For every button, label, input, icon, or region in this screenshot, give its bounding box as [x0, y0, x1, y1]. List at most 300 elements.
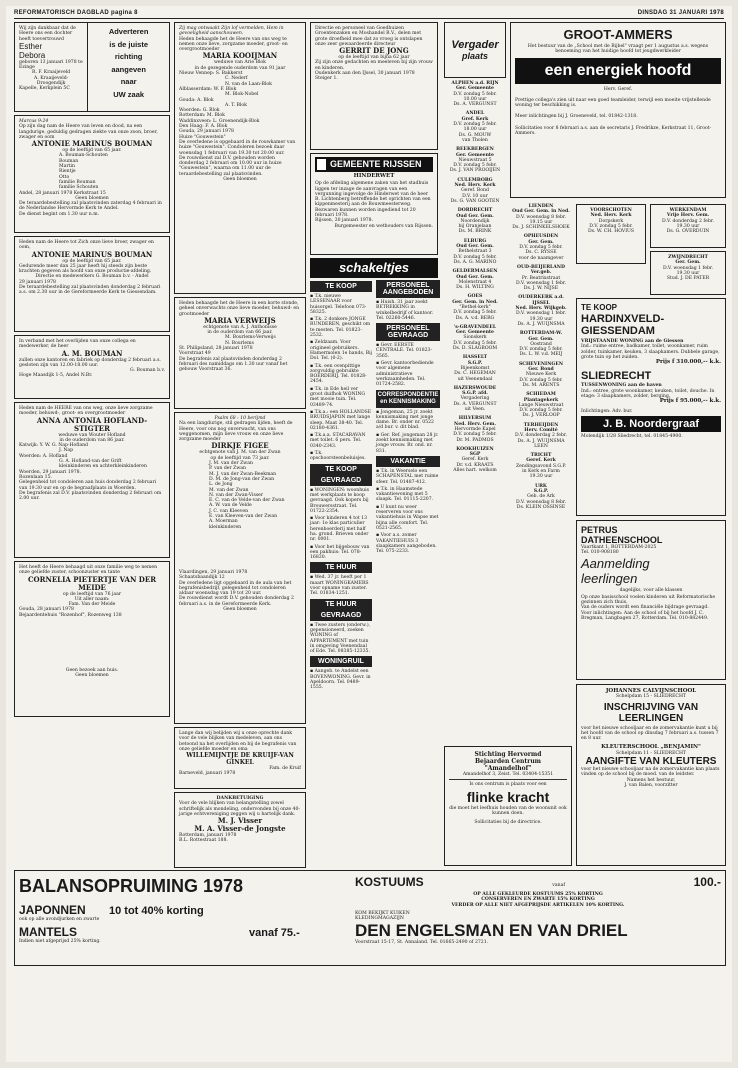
church-detail: bij Oranjelaan — [458, 224, 492, 230]
sale-offer: CONSERVEREN EN ZWARTE 15% KORTING — [481, 897, 595, 903]
estate-agent: J. B. Noordergraaf — [581, 416, 721, 432]
slogan-line: naar — [120, 77, 137, 86]
church-detail: Ds. G. MOUW — [458, 132, 492, 138]
church-town: KOOKHUIZEN — [456, 446, 494, 452]
church-detail: D.V. zondag 5 febr. — [453, 340, 497, 346]
family-member: Alblasserdam: W. F. Blok — [179, 86, 237, 92]
church-service — [510, 234, 572, 260]
church-detail: Ds. A. G. MARINO — [453, 259, 497, 265]
family-member: N. Bourlems — [225, 340, 254, 346]
church-time: 19.30 uur — [676, 223, 700, 229]
gemeente-text: Op de afdeling algemene zaken van het stadhuis liggen ter inzage de aanvragen van een vergunning ingevolge de Hinderwet van de heer B. Lichtenberg betreffende het oprichten van een kippenmesterij aan de Bouwmeesterweg. Bezwaren kunnen worden ingediend tot 20 februari 1978. — [315, 181, 431, 219]
school-phone: Tel. 010-908180 — [581, 550, 619, 556]
school-name: PETRUS — [581, 525, 618, 535]
sale-item-kostuums: KOSTUUMS — [355, 875, 424, 889]
church-name: VOORSCHOTEN — [590, 208, 632, 213]
church-service — [444, 386, 506, 412]
church-service — [444, 355, 506, 381]
deceased-spouse: weduwe van Wouter Hofland — [58, 432, 126, 438]
deceased-age: in de gezegende ouderdom van 91 jaar — [194, 65, 286, 71]
church-denomination: Ger. Gemeente — [456, 330, 494, 336]
classified-ad: ▪ Jongeman, 25 jr. zoekt kennismaking met jonge dame. Br. onder nr. 0522 a/d bur. v. dit blad. — [376, 409, 434, 431]
church-service — [444, 294, 506, 320]
birth-name-2: Debora — [19, 50, 46, 60]
advertise-slogan — [88, 23, 169, 111]
classified-ad: ▪ Gevr. EERSTE CENTRALE. Tel. 01823-3565. — [376, 343, 433, 359]
church-date: Noordendijk — [460, 218, 490, 224]
notice-sign: G. Bouman b.v. — [130, 368, 165, 374]
classified-ad: ▪ T.k.a.a. STACARAVAN met toilet. 6 pers. Tel. 0340-2343. — [310, 433, 366, 449]
church-extra-werkendam — [650, 204, 726, 298]
church-detail: Ds. A. VERGUNST — [453, 401, 497, 407]
deceased-age: op de leeftijd van bijna 62 jaar — [338, 55, 410, 61]
classified-ad: ▪ Aangeb. te Andelst een BOVENWONING. Gevr. in Apeldoorn. Tel. 0489-1555. — [310, 669, 371, 691]
birth-intro: Wij zijn dankbaar dat de Heere ons een dochter heeft toevertrouwd — [19, 26, 76, 42]
church-town: CULEMBORG — [457, 177, 493, 183]
store-name: DEN ENGELSMAN EN VAN DRIEL — [355, 921, 628, 941]
obituary-text: De teraardebestelling zal plaatsvinden zaterdag 4 februari in de Nederlandse Hervormde Kerk te Andel. — [19, 201, 162, 212]
church-service — [510, 295, 572, 327]
classified-ad: ▪ Voor a.s. zomer VAKANTIEHUIS 3 slaapkamers aangeboden. Tel. 075-2233. — [376, 533, 437, 555]
church-detail: voor de naamgever — [518, 255, 564, 261]
church-date: Geref. Bond — [461, 188, 489, 194]
church-date: D.V. woensdag 8 febr. — [515, 214, 567, 220]
church-werkendam — [650, 204, 726, 248]
deceased-age: op de leeftijd van 73 jaar. — [210, 455, 270, 461]
obituary-verweijs — [174, 297, 306, 409]
church-denomination: Gref. Kerk — [461, 116, 489, 122]
church-denomination: Oud Ger. Gem. — [456, 244, 494, 250]
obituary-text: De rouwdienst zal D.V. gehouden worden donderdag 2 februari om 10.00 uur in huize "Gouwestein", waarna om 11.00 uur de teraardebestelling zal plaatsvinden. — [179, 155, 282, 177]
vacancy-apply: Sollicitaties voor 8 februari a.s. aan de secretaris J. Fredrikze, Kerkstraat 11, Groot-Ammers. — [515, 125, 712, 137]
church-denomination: Ver.geb. — [530, 270, 552, 276]
church-date: Geref. Kerk — [461, 457, 489, 463]
family-member: Martin — [59, 164, 75, 170]
estate-label: TE KOOP — [581, 303, 618, 312]
thanks-name: M. A. Visser-de Jongste — [194, 824, 286, 834]
church-town: OUD-BEIJERLAND — [517, 264, 565, 270]
estate-price: Prijs f 95.000,-- k.k. — [659, 398, 721, 405]
obituary-intro: Op zijn dag nam de Heere van leven en dood, na een langdurige, geduldig gedragen ziekte van onze zoon, broer, zwager en oom — [19, 124, 158, 140]
church-service — [510, 484, 572, 510]
family-member: A. T. Blok — [225, 102, 247, 108]
obituary-verse: Psalm 68 : 10 berijmd — [214, 416, 266, 421]
estate-sub: TUSSENWONING aan de haven — [581, 383, 662, 389]
church-denomination: Ger. Gem. — [528, 239, 554, 245]
birth-place: Kapelle, Kerkplein 5C — [19, 86, 70, 92]
obituary-street: Voorstraat 49 — [179, 351, 211, 357]
church-date: "Bethel-kerk" — [459, 304, 491, 310]
classified-ad: ▪ Voor het bijgebouw van een pakhuis: Tel. 078-16830. — [310, 544, 370, 561]
thanks-sign: Fam. de Kruif — [269, 766, 301, 772]
family-member: Bouman — [59, 158, 79, 164]
church-date: D.V. zondag 5 febr. — [453, 91, 497, 97]
church-town: ANDEL — [465, 111, 485, 117]
classified-ad: ▪ WONINGEN: woonhuis met werkplaats te koop gevraagd. Ook kopers bij Brouwersstraat. Tel. 01722-2354. — [310, 487, 369, 514]
church-detail: 19.30 uur — [529, 316, 553, 322]
obituary-kooijman — [174, 22, 306, 294]
church-town: URK — [535, 483, 547, 489]
family-member: D. M. de Jong-van der Zwan — [209, 476, 275, 482]
family-member: familie Bouman — [59, 179, 96, 185]
classified-ad: ▪ T.k. in Haamstede vakantiewoning met 5 slaapk. Tel. 01115-2207. — [376, 486, 434, 503]
obituary-bouman-2 — [14, 236, 170, 332]
sale-invite: KLEDINGMAGAZIJN — [355, 916, 404, 922]
deceased-name: CORNELIA PIETERTJE VAN DER MEIDE — [27, 574, 157, 592]
church-denomination: Ger. Gemeente — [456, 152, 494, 158]
church-town: TRICHT — [530, 453, 552, 459]
classified-ad: ▪ U kunt nu weer reserveren voor ons vakantiehuis in Wapse met bijna alle comfort. Tel. 0521-2565. — [376, 504, 439, 531]
classified-ad: ▪ T.k. in Weerselo een SCHAPENSTAL met ruime sfeer. Tel. 01487-412. — [376, 468, 439, 485]
family-member: J. Nap — [59, 448, 74, 454]
church-detail: Ds. A. J. WUIJNSMA — [517, 438, 565, 444]
gemeente-place: Rijssen, 30 januari 1978. — [315, 218, 374, 224]
church-detail: Ds. C. HEGEMAN — [454, 371, 496, 377]
obituary-sign: Directie en medewerkers G. Bouman b.v. - Andel — [35, 274, 149, 280]
section-te-koop: TE KOOP — [310, 281, 372, 292]
church-denomination: Ger. Bond — [528, 367, 554, 373]
school-sign: Namens het bestuur, — [626, 777, 676, 783]
church-date: Molenstraat 4 — [458, 279, 492, 285]
family-member: E. C. van de Velde-van der Zwan — [209, 498, 285, 504]
church-preacher: Ds. W. CH. HOVIUS — [587, 229, 635, 235]
family-member: Rientje — [59, 169, 76, 175]
church-detail: Ds. A. VERGUNST — [453, 102, 497, 108]
stichting-headline: flinke kracht — [466, 788, 550, 805]
church-sub: Ned. Herv. Kerk — [590, 213, 632, 219]
church-denomination: Ned. Herv. Kerk — [454, 183, 496, 189]
church-town: BEEKBERGEN — [456, 147, 494, 153]
church-denomination: S.G.P. — [467, 360, 483, 366]
church-denomination: Ned. Herv. Gem. — [454, 421, 496, 427]
birth-date: geboren 13 januari 1978 te Ezinge — [19, 59, 83, 71]
deceased-name: A. M. BOUMAN — [61, 348, 123, 358]
family-member: G. A. Hofland-van der Grift — [59, 459, 122, 465]
birth-announcement — [14, 22, 170, 112]
church-denomination: S.G.P. — [533, 488, 549, 494]
section-correspondentie: CORRESPONDENTIE en KENNISMAKING — [376, 390, 440, 408]
sale-price-prefix: vanaf — [552, 883, 566, 888]
family-member: A. Moerman — [209, 519, 238, 525]
obituary-intro: Heden behaagde het de Heere van ons weg te nemen onze lieve, zorgzame moeder, groot- en overgrootmoeder — [179, 36, 288, 53]
groot-ammers-vacancy — [510, 22, 726, 198]
family-member: familie Schouten — [59, 185, 99, 191]
obituary-intro: Heden nam de HEERE van ons weg, onze lieve zorgzame moeder, behuwd-, groot- en overgrootmoeder — [19, 406, 153, 417]
church-service — [510, 423, 572, 449]
section-vakantie: VAKANTIE — [376, 456, 440, 467]
family-member: Woerden: G. Blok — [179, 108, 220, 114]
sale-item-mantels: MANTELS — [19, 925, 77, 940]
church-town: DORDRECHT — [457, 208, 493, 214]
obituary-text: De rouwdienst wordt D.V. gehouden donderdag 2 februari a.s. in de Gereformeerde Kerk. — [179, 596, 294, 607]
church-detail: D.V. zondag 5 febr. — [453, 310, 497, 316]
obituary-sign: Fam. Van der Meide — [68, 602, 116, 608]
church-detail: Ds. KLEIN OSSINSE — [516, 504, 566, 510]
church-name: WERKENDAM — [669, 208, 707, 213]
church-date: D.V. donderdag 2 febr. — [662, 218, 714, 224]
thanks-place: Rotterdam, januari 1978 — [179, 833, 237, 839]
stichting-text: die moet het leefhuis houden van de woonunit ook kunnen doen. — [449, 805, 567, 816]
slogan-line: Adverteren — [108, 27, 149, 36]
church-town: 's-GRAVENDEEL — [453, 324, 497, 330]
school-headline: Aanmelding — [581, 555, 650, 571]
church-date: Bethelstraat 3 — [458, 249, 492, 255]
church-date: D.V. donderdag 2 febr. — [515, 433, 567, 439]
petrus-datheen-school — [576, 520, 726, 680]
school-sign: J. van Balen, voorzitter — [624, 782, 678, 788]
school-address: Schelpdam 15 - SLIEDRECHT — [615, 694, 687, 700]
slogan-line: richting — [114, 52, 143, 61]
church-town: LIENDEN — [528, 204, 554, 209]
obituary-verse: Zij mag ontwaakt Zijn lof vermelden, Hem in gevoeligheid aanschouwen. — [179, 26, 284, 37]
church-detail: in Kerk en Farm — [522, 469, 560, 475]
church-town: OPHEUSDEN — [523, 234, 559, 240]
church-date: Geb. de Ark — [527, 494, 555, 500]
vacancy-text: Prettige collega's zien uit naar een goed teamleider, terwijl een moeite vrijstellende woning ter beschikking is. — [515, 97, 711, 109]
obituary-flowers: Geen bloemen — [75, 673, 109, 679]
obituary-street: Schaatsbaandijk 12 — [179, 575, 225, 581]
deceased-spouse: weduwe van Arie Blok — [214, 60, 266, 66]
family-member: A. Bouman-Schouten — [59, 153, 108, 159]
deceased-name: ANTONIE MARINUS BOUMAN — [31, 139, 153, 149]
classified-ad: ▪ T.k. in Ede heil ver groot duifhok WONING met mooie tuin. Tel. 03489-74. — [310, 386, 366, 408]
obituary-intro: Het heeft de Heere behaagd uit onze familie weg te nemen onze geliefde zuster, schoonzuster en tante — [19, 565, 158, 576]
church-detail: D.V. zondag 5 febr. — [453, 254, 497, 260]
church-town: HAZERSWOUDE — [453, 385, 497, 391]
deceased-age: in de ouderdom van 86 jaar. — [59, 437, 125, 443]
church-service — [510, 204, 572, 230]
notice-text: zullen onze kantoren en fabriek op donderdag 2 februari a.s. gesloten zijn van 12.00-18.00 uur. — [19, 357, 161, 368]
church-service — [444, 416, 506, 442]
sale-price: 100.- — [693, 875, 721, 889]
church-detail: Ds. M. ARENTS — [522, 382, 560, 388]
church-service — [510, 392, 572, 418]
church-service — [444, 147, 506, 173]
school-headline: leerlingen — [581, 570, 638, 586]
obituary-flowers: Geen bloemen — [223, 177, 257, 183]
deceased-spouse: echtgenote van J. M. van der Zwan — [199, 450, 281, 456]
obituary-van-der-meide — [14, 561, 170, 717]
church-detail: Ds. G. VAN GOOTEN — [450, 198, 500, 204]
church-detail: Dr. v.d. KRAATS — [456, 462, 494, 468]
family-member: J. C. van Kleeven — [209, 508, 249, 514]
school-info: Voor inlichtingen: Aan de school of bij het hoofd J. C. Bregman, Langbagen 27, Rotterdam. Tel. 010-882449. — [581, 610, 709, 622]
deceased-age: in de ouderdom van 66 jaar. — [207, 330, 273, 336]
sale-offer: VERDER OP ALLE NIET AFGEPRIJSDE ARTIKELEN 10% KORTING. — [451, 902, 625, 908]
church-date: Bijeenkomst — [460, 365, 490, 371]
church-service — [444, 178, 506, 204]
vacancy-town: GROOT-AMMERS — [563, 27, 673, 42]
estate-desc: Ind.: entree, grote woonkamer, keuken, toilet, douche. In etage: 3 slaapkamers, zolder, berging. — [581, 388, 715, 400]
church-town: GOES — [467, 294, 483, 300]
obituary-intro: Na een langdurige, stil gedragen lijden, heeft de Heere, voor ons nog onverwacht, van ons weggenomen, mijn lieve vrouw en onze lieve zorgzame moeder — [179, 421, 293, 443]
vacancy-headline: een energiek hoofd — [515, 58, 721, 84]
church-denomination: Oud Ger. Gem. — [456, 274, 494, 280]
church-services-list-2 — [510, 204, 572, 510]
column-1 — [14, 22, 170, 720]
church-town: SCHEVENINGEN — [518, 361, 564, 367]
church-service — [510, 453, 572, 479]
obituary-text: De overledene is opgebaard in de rouwkamer van huize "Gouwestein". Condoleren bezoek daar woensdag 1 februari van 19.30 tot 20.00 uur. — [179, 139, 296, 156]
classified-ad: ▪ T.k. opschoorsteenbeluisjes. — [310, 451, 366, 462]
deceased-name: ANNA ANTONIA HOFLAND-STIGTER — [36, 415, 148, 433]
family-member: P. van der Zwan — [209, 466, 246, 472]
church-name: ZWIJNDRECHT — [668, 255, 708, 260]
church-denomination: Oud Ger. Gem. in Ned. — [512, 209, 570, 215]
church-detail: D.V. 10 uur — [462, 193, 488, 199]
church-date: D.V. woensdag 1 febr. — [515, 311, 567, 317]
church-detail: Ds. A. v.d. BERG — [455, 315, 495, 321]
birth-parent: R. F. Kraaijeveld — [32, 70, 71, 76]
church-date: Vergadering — [460, 396, 490, 402]
family-member: Gouda: A. Blok — [179, 97, 214, 103]
notice-intro: In verband met het overlijden van onze collega en medewerker, de heer — [19, 339, 136, 350]
kleuterschool-headline: AANGIFTE VAN KLEUTERS — [585, 756, 717, 768]
church-detail: Ds. J. VERLOOP — [522, 413, 560, 419]
church-detail: D.V. zondag 5 febr. — [519, 377, 563, 383]
thanks-street: B.L. Rottestraat 188. — [179, 838, 228, 844]
church-service — [444, 81, 506, 107]
deceased-spouse: echtgenote van A. J. Anthonisse — [203, 324, 277, 330]
church-town: ALPHEN a.d. RIJN — [451, 81, 499, 86]
family-member: Den Haag: F. A. Blok — [179, 124, 228, 130]
church-denomination: Ger. Gem. in Ned. — [452, 299, 498, 305]
church-denomination: Geref. Kerk — [526, 458, 556, 464]
classified-ad: ▪ Ger. Ref. jongeman 28 jr. zoekt kennismaking met jonge vrouw. Br. ond. nr. 831. — [376, 432, 439, 454]
obituary-place: Gouda, 28 januari 1978 — [19, 607, 74, 613]
obituary-intro: Heden nam de Heere tot Zich onze lieve broer, zwager en oom, — [19, 240, 154, 251]
vacancy-sub: Herv. Geref. — [603, 86, 633, 92]
section-personeel-aangeboden: PERSONEEL AANGEBODEN — [376, 280, 440, 298]
estate-info: Inlichtingen: Adv. bur. — [581, 408, 633, 414]
church-date: Dorpskerk — [598, 218, 624, 224]
church-date: Sionskerk — [463, 335, 487, 341]
church-date: D.V. zondag 5 febr. — [519, 245, 563, 251]
gemeente-name: GEMEENTE RIJSSEN — [330, 158, 422, 169]
deceased-name: MARIA KOOIJMAN — [202, 51, 278, 61]
family-member: Katwijk: Y. W. G. Nap-Hofland — [19, 443, 88, 449]
column-2 — [174, 22, 306, 871]
sale-title: BALANSOPRUIMING 1978 — [19, 876, 244, 896]
church-detail: Ds. D. SLAGBOOM — [452, 346, 498, 352]
obituary-flowers: Geen bloemen — [223, 607, 257, 613]
vacancy-intro: Het bestuur van de „School met de Bijbel" vraagt per 1 augustus a.s. wegens benoeming van het huidige hoofd tot jeugdwerkleider — [527, 44, 709, 55]
thanks-place: Barneveld, januari 1978 — [179, 771, 236, 777]
sale-price: vanaf 75.- — [249, 927, 300, 940]
sale-item-note: Indien niet afgeprijsd 25% korting. — [19, 939, 101, 945]
estate-town: HARDINXVELD-GIESSENDAM — [581, 313, 665, 337]
obituary-text: De begrafenis zal D.V. plaatsvinden donderdag 2 februari om 2.00 uur. — [19, 490, 162, 502]
obituary-flowers: Geen bloemen — [75, 195, 109, 201]
church-detail: Ds. H. WILTING — [456, 285, 494, 291]
church-detail: uit Veen. — [464, 407, 486, 413]
deceased-age: op de leeftijd van 65 jaar. — [62, 148, 122, 154]
estate-price: Prijs f 310.000,-- k.k. — [655, 359, 721, 366]
family-member: M. van der Zwan — [209, 487, 249, 493]
obituary-sign: Uit aller naam: — [74, 596, 110, 602]
estate-sub: VRIJSTAANDE WONING aan de Giessen — [581, 339, 684, 344]
school-text: Op onze basisschool voelen kinderen uit Reformatorische gezinnen zich thuis. — [581, 594, 716, 606]
family-member: Nieuw Vennep: S. Bakkerst — [179, 71, 243, 77]
family-member: N. van der Zwan-Visser — [209, 492, 264, 498]
family-member: M. Blok-Nobel — [225, 92, 259, 98]
church-denomination: Ger. Gemeente — [456, 86, 494, 92]
church-detail: D.V. zondag 5 febr. — [519, 347, 563, 353]
section-woningruil: WONINGRUIL — [310, 656, 372, 667]
thanks-name: M. J. Visser — [217, 816, 263, 826]
church-time: 19.30 uur — [676, 270, 700, 276]
church-preacher: Ds. G. OVERDUIN — [666, 229, 710, 235]
church-date: D.V. woensdag 1 febr. — [662, 265, 714, 271]
sale-item-japonnen: JAPONNEN — [19, 903, 86, 917]
church-date: Lange Nieuwstraat — [518, 402, 564, 408]
newspaper-page — [6, 6, 732, 1062]
stichting-apply: Sollicitaties bij de directrice. — [474, 820, 542, 826]
slogan-line: is de juiste — [109, 39, 148, 49]
deceased-name: WILLEMIJNTJE DE KRUIJF-VAN GINKEL — [186, 752, 294, 767]
classifieds-left — [310, 281, 372, 691]
church-detail: Ds. J. SCHINKELSHOEK — [512, 225, 570, 231]
church-denomination: S.G.P. afd. — [462, 391, 488, 397]
church-extra-voorschoten — [576, 204, 646, 267]
church-date: D.V. zondag 5 febr. — [453, 122, 497, 128]
sale-invite: KOM BEKIJKT KUIKEN — [355, 910, 410, 916]
deceased-age: op de leeftijd van 65 jaar. — [62, 258, 122, 264]
church-detail: Ds. M. BRINK — [458, 229, 492, 235]
thanks-title: DANKBETUIGING — [216, 796, 264, 801]
family-member: M. J. van der Zwan-Beekman — [209, 471, 277, 477]
vacancy-info: Meer inlichtingen bij J. Groeneveld, tel. 01842-1318. — [515, 114, 638, 120]
church-detail: 19.30 uur — [529, 474, 553, 480]
church-date: Hervormde Kapel — [454, 426, 496, 432]
church-town: GELDERMALSEN — [452, 269, 498, 275]
calvijn-school — [576, 684, 726, 866]
church-town: SCHIEDAM — [526, 392, 556, 398]
notice-place: Hoge Maasdijk 1-5, Andel N.Br. — [19, 373, 93, 379]
plaats-word: plaats — [461, 51, 488, 61]
church-date: Nieuwstraat 5 — [458, 157, 492, 163]
classified-ad: ▪ Twee zusters (onderw.), gepensioneerd, zoeken WONING of APPARTEMENT met tuin in omgeving Veenendaal of Ede. Tel. 08385-12335. — [310, 622, 371, 655]
obituary-flowers: Geen bezoek aan huis. — [65, 668, 119, 674]
church-service — [510, 331, 572, 357]
header-left: REFORMATORISCH DAGBLAD pagina 8 — [14, 10, 138, 16]
church-date: Nieuwe Kerk — [525, 372, 557, 378]
gemeente-rijssen-notice — [310, 153, 438, 255]
family-member: N. van de Laan-Blok — [225, 81, 272, 87]
church-service — [444, 208, 506, 234]
vergader-word: Vergader — [451, 39, 499, 51]
real-estate-ad — [576, 298, 726, 516]
church-service — [444, 239, 506, 265]
obituary-place: Andel, 28 januari 1978 Kerkstraat 15 — [19, 190, 106, 196]
town-crest-icon — [317, 159, 326, 170]
store-address: Voorstraat 15-17, St. Annaland. Tel. 01665-2490 of 2721. — [355, 940, 489, 946]
section-personeel-gevraagd: PERSONEEL GEVRAAGD — [376, 323, 440, 341]
church-detail: van Tholen — [462, 137, 488, 143]
obituary-street: Rozenlaan 15. — [19, 474, 52, 480]
church-denomination: Ger. Gem. — [528, 336, 554, 342]
church-time: D.V. zondag 5 febr. — [589, 223, 633, 229]
church-service — [444, 325, 506, 351]
church-town: ROTTERDAM-W. — [519, 331, 563, 337]
obituary-hofland — [14, 402, 170, 558]
obituary-place: Gouda, 29 januari 1978 — [179, 129, 234, 135]
church-sub: Ger. Gem. — [675, 260, 701, 266]
deceased-name: GERRIT DE JONG — [339, 46, 409, 56]
school-text: Van de ouders wordt een financiële bijdrage gevraagd. — [581, 605, 709, 611]
slogan-line: aangeven — [111, 64, 146, 74]
column-5 — [444, 22, 506, 477]
